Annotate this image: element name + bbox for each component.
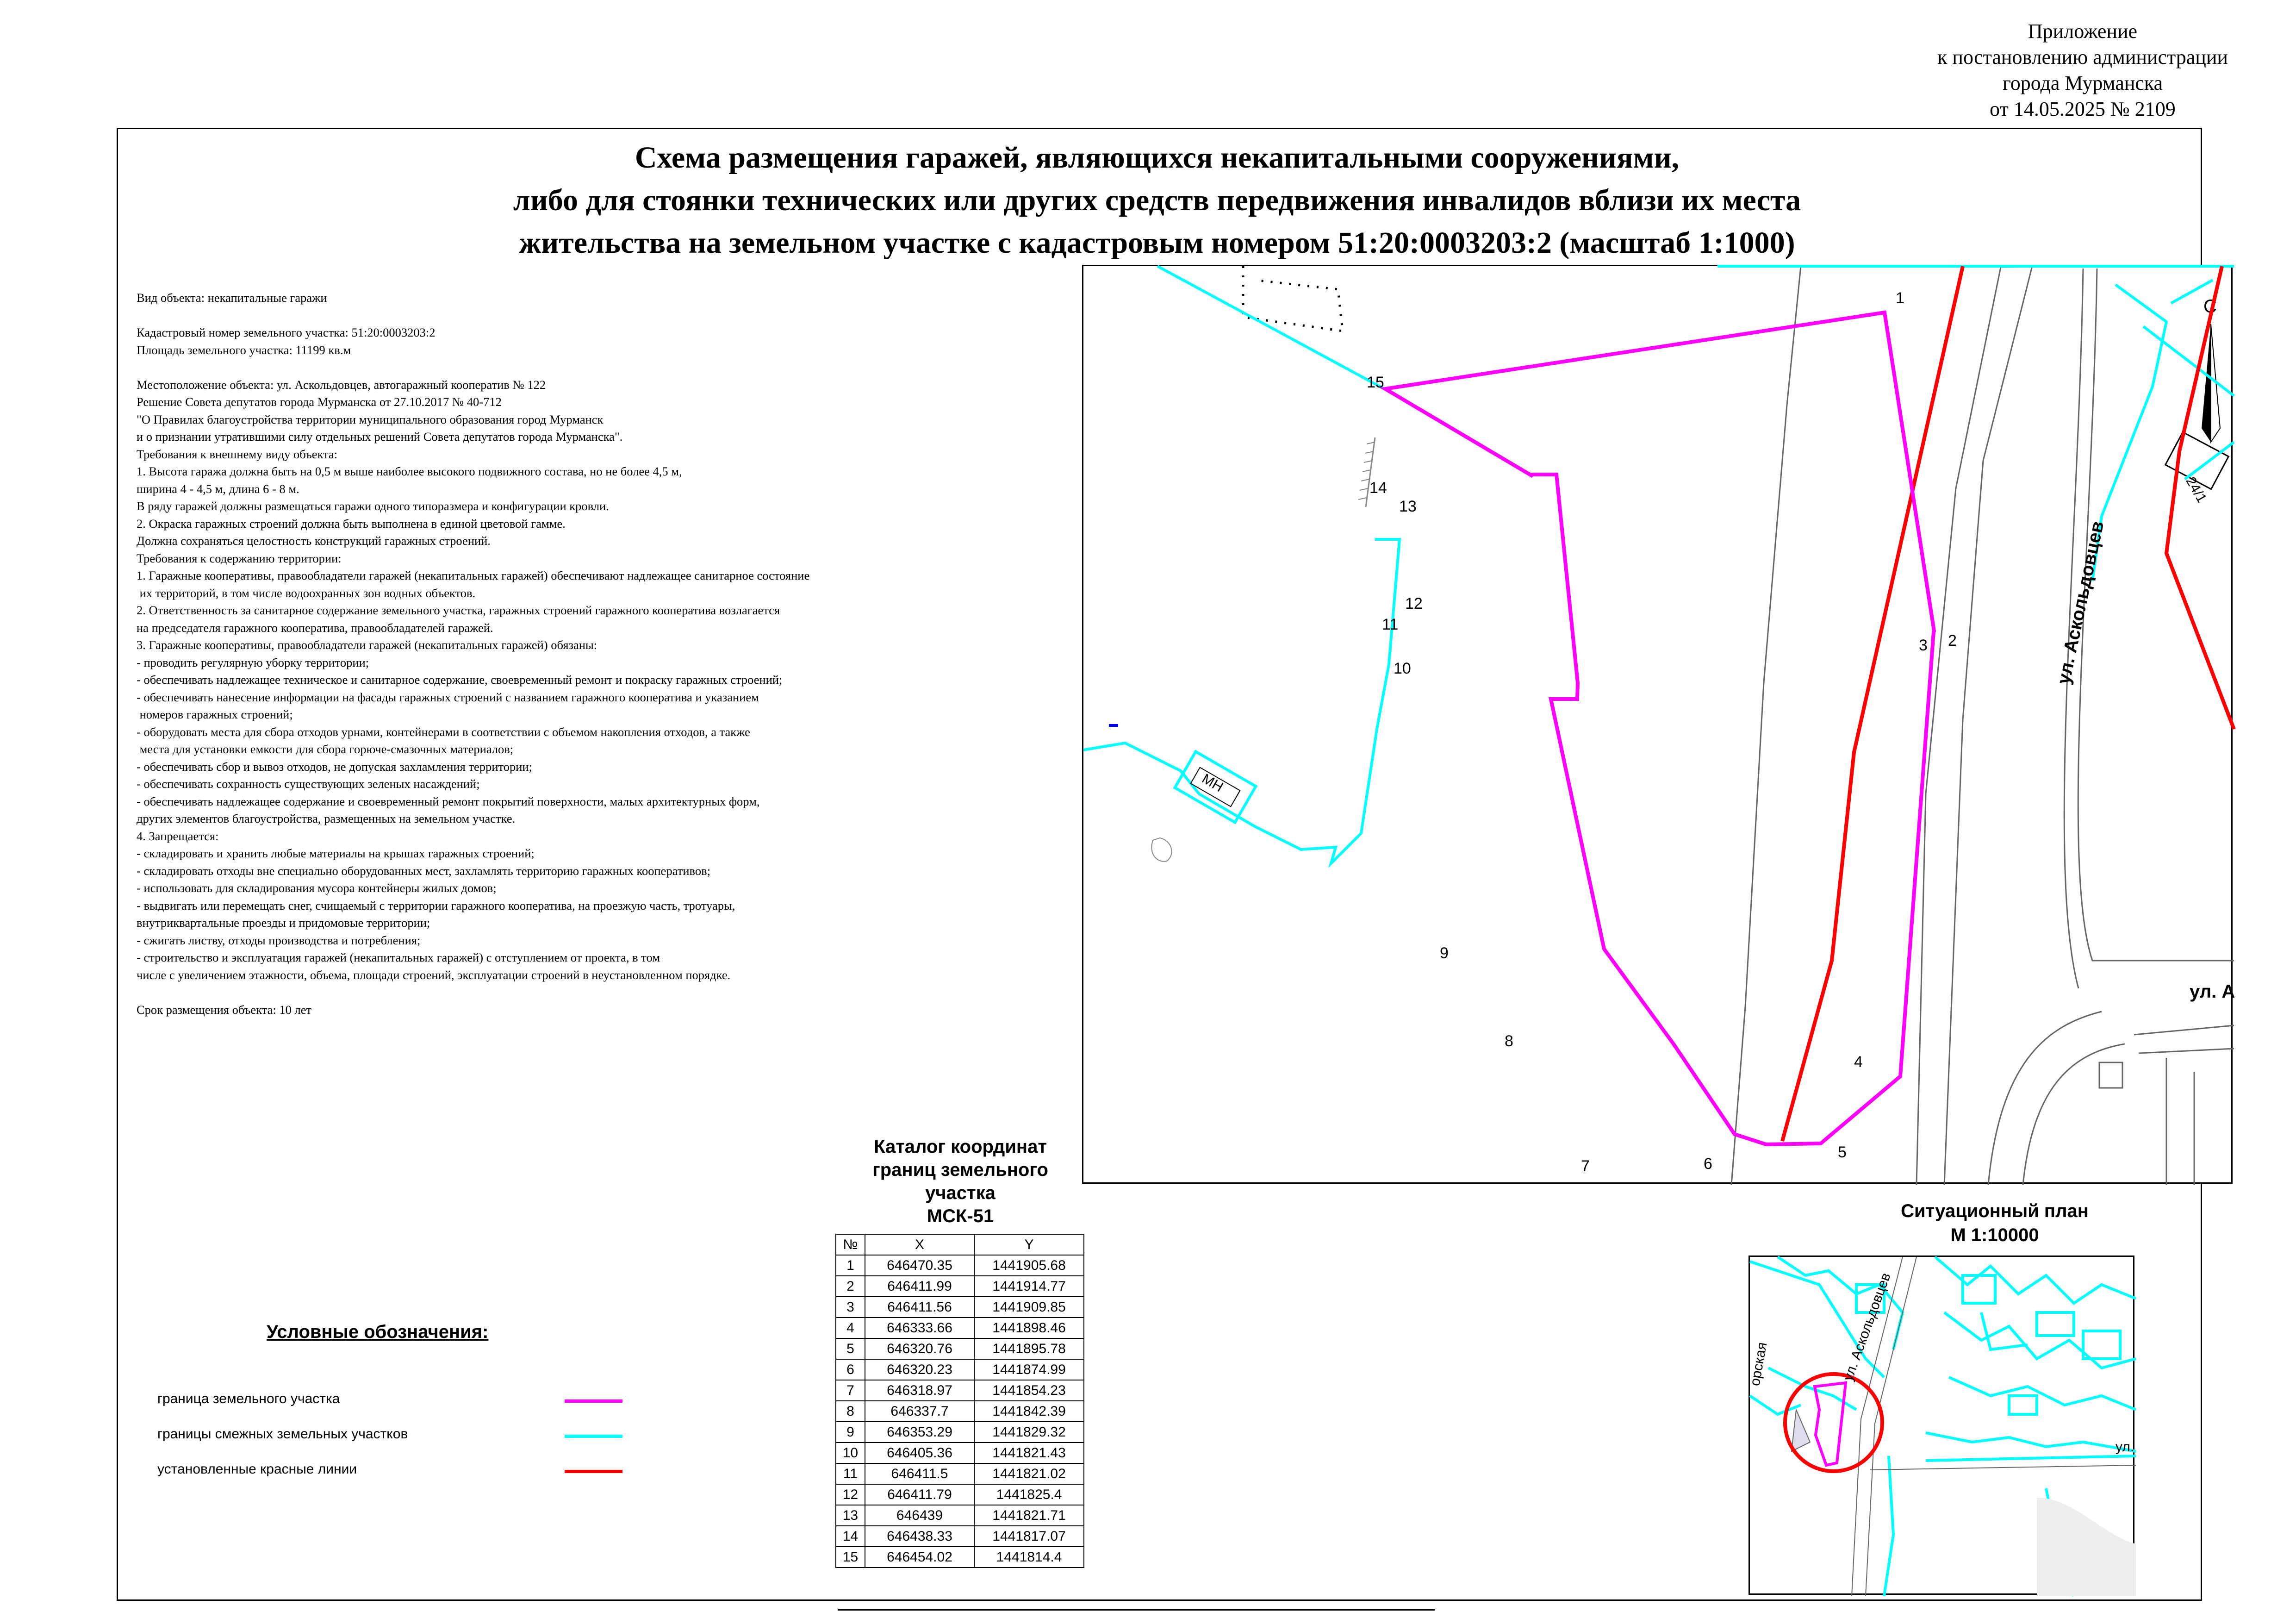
description-line: - обеспечивать нанесение информации на фасады гаражных строений с названием гаражного кооператива и указанием — [137, 690, 759, 704]
table-row — [836, 1401, 1084, 1422]
situation-street-label: орская — [1747, 1341, 1770, 1387]
table-row — [836, 1526, 1084, 1547]
legend-item — [157, 1426, 629, 1447]
y-coordinate-cell: 1441854.23 — [974, 1380, 1084, 1401]
description-line — [137, 307, 1016, 325]
situation-title-line: М 1:10000 — [1950, 1225, 2039, 1245]
point-label: 14 — [1369, 479, 1387, 497]
legend-swatch — [565, 1470, 622, 1473]
road-edge-line — [1988, 1012, 2102, 1185]
adjacent-boundary — [1083, 539, 1400, 863]
y-coordinate-cell: 1441825.4 — [974, 1484, 1084, 1505]
description-line: - использовать для складирования мусора контейнеры жилых домов; — [137, 881, 497, 895]
situation-boundary — [1981, 1312, 2028, 1349]
point-number-cell: 7 — [836, 1380, 865, 1401]
description-line: места для установки емкости для сбора горюче-смазочных материалов; — [137, 742, 514, 756]
y-coordinate-cell: 1441874.99 — [974, 1359, 1084, 1380]
description-line: - проводить регулярную уборку территории; — [137, 655, 369, 669]
description-line: их территорий, в том числе водоохранных зон водных объектов. — [137, 586, 476, 600]
situation-title-line: Ситуационный план — [1901, 1201, 2089, 1221]
situation-block — [2037, 1312, 2074, 1336]
description-line: Площадь земельного участка: 11199 кв.м — [137, 343, 351, 357]
legend-label: границы смежных земельных участков — [157, 1426, 408, 1442]
description-line: 3. Гаражные кооперативы, правообладатели гаражей (некапитальных гаражей) обязаны: — [137, 638, 597, 652]
table-row — [836, 1422, 1084, 1443]
point-label: 13 — [1399, 498, 1417, 515]
point-number-cell: 10 — [836, 1443, 865, 1463]
legend-item — [157, 1391, 629, 1412]
situation-boundary — [1935, 1257, 2136, 1303]
description-line: Вид объекта: некапитальные гаражи — [137, 291, 327, 305]
point-label: 15 — [1367, 374, 1384, 391]
point-label: 12 — [1405, 595, 1423, 612]
point-label: 10 — [1394, 660, 1411, 677]
situation-boundary — [1926, 1433, 2136, 1451]
coordinates-table — [835, 1234, 1084, 1568]
point-number-cell: 2 — [836, 1276, 865, 1297]
road-edge-line — [2139, 1049, 2234, 1053]
description-line: на председателя гаражного кооператива, правообладателей гаражей. — [137, 620, 493, 635]
description-line: 2. Ответственность за санитарное содержание земельного участка, гаражных строений гаражного кооператива возлагается — [137, 603, 780, 617]
adjacent-parcels — [1083, 266, 2234, 863]
legend-label: установленные красные линии — [157, 1462, 357, 1477]
situation-block — [2083, 1331, 2120, 1359]
point-number-cell: 4 — [836, 1318, 865, 1338]
title-line: жительства на земельном участке с кадастровым номером 51:20:0003203:2 (масштаб 1:1000) — [519, 226, 1795, 260]
appendix-line: города Мурманска — [2002, 72, 2163, 94]
point-number-cell: 15 — [836, 1547, 865, 1568]
y-coordinate-cell: 1441905.68 — [974, 1255, 1084, 1276]
description-line: числе с увеличением этажности, объема, площади строений, эксплуатации строений в неустановленном порядке. — [137, 968, 731, 982]
bottom-rule — [838, 1609, 1435, 1611]
description-line: - складировать и хранить любые материалы на крышах гаражных строений; — [137, 846, 535, 860]
description-line: номеров гаражных строений; — [137, 707, 293, 721]
object-description — [137, 289, 1016, 1018]
table-row — [836, 1318, 1084, 1338]
y-coordinate-cell: 1441821.02 — [974, 1463, 1084, 1484]
description-line: - обеспечивать сохранность существующих зеленых насаждений; — [137, 777, 480, 791]
table-row — [836, 1380, 1084, 1401]
description-line: Местоположение объекта: ул. Аскольдовцев, автогаражный кооператив № 122 — [137, 377, 546, 392]
road-edge-line — [2023, 1044, 2125, 1185]
parcel-map — [1082, 265, 2233, 1184]
situation-block — [1963, 1275, 1995, 1303]
map-marker: ▬ — [1109, 719, 1118, 729]
point-number-cell: 3 — [836, 1297, 865, 1318]
description-line: 2. Окраска гаражных строений должна быть выполнена в единой цветовой гамме. — [137, 516, 566, 531]
point-number-cell: 9 — [836, 1422, 865, 1443]
table-row — [836, 1255, 1084, 1276]
description-line: Решение Совета депутатов города Мурманска от 27.10.2017 № 40-712 — [137, 395, 502, 409]
appendix-line: от 14.05.2025 № 2109 — [1990, 98, 2176, 120]
table-row — [836, 1463, 1084, 1484]
table-row — [836, 1297, 1084, 1318]
description-line: 1. Высота гаража должна быть на 0,5 м выше наиболее высокого подвижного состава, но не более 4,5 м, — [137, 464, 682, 478]
table-header-row — [836, 1234, 1084, 1255]
point-label: 5 — [1838, 1143, 1847, 1161]
y-coordinate-cell: 1441898.46 — [974, 1318, 1084, 1338]
red-line — [1782, 266, 1963, 1141]
catalog-title-line: Каталог координат — [874, 1137, 1047, 1157]
mn-label: МН — [1199, 771, 1226, 795]
parcel-boundary — [1385, 312, 1934, 1144]
description-line: - оборудовать места для сбора отходов урнами, контейнерами в соответствии с объемом накопления отходов, а также — [137, 725, 750, 739]
y-coordinate-cell: 1441842.39 — [974, 1401, 1084, 1422]
small-structure — [2099, 1062, 2122, 1088]
situation-road — [1870, 1465, 2136, 1470]
road-edge-line — [1916, 266, 2095, 1185]
situation-street-label: ул. Аскольдовцев — [1840, 1271, 1894, 1383]
description-line: Требования к внешнему виду объекта: — [137, 447, 338, 461]
description-line: 4. Запрещается: — [137, 829, 219, 843]
x-coordinate-cell: 646411.99 — [865, 1276, 974, 1297]
y-coordinate-cell: 1441829.32 — [974, 1422, 1084, 1443]
catalog-title-line: границ земельного — [872, 1160, 1048, 1180]
x-coordinate-cell: 646411.5 — [865, 1463, 974, 1484]
point-label: 8 — [1505, 1032, 1513, 1050]
point-label: 3 — [1919, 637, 1928, 654]
appendix-header — [1921, 19, 2245, 122]
point-label: 4 — [1854, 1053, 1863, 1071]
parcel-map-svg — [1083, 266, 2234, 1185]
table-row — [836, 1338, 1084, 1359]
mn-structure — [1175, 752, 1256, 823]
y-coordinate-cell: 1441909.85 — [974, 1297, 1084, 1318]
appendix-line: Приложение — [2028, 20, 2138, 43]
x-coordinate-cell: 646411.79 — [865, 1484, 974, 1505]
description-line: других элементов благоустройства, размещенных на земельном участке. — [137, 812, 516, 825]
x-coordinate-cell: 646470.35 — [865, 1255, 974, 1276]
description-line: и о признании утратившими силу отдельных решений Совета депутатов города Мурманска". — [137, 430, 623, 443]
situation-boundary — [1949, 1377, 2136, 1410]
x-coordinate-cell: 646320.23 — [865, 1359, 974, 1380]
description-line: "О Правилах благоустройства территории муниципального образования город Мурманск — [137, 412, 604, 426]
road-edge-line — [2134, 1025, 2234, 1035]
street-label: ул. Аскольдовцев — [2053, 519, 2108, 686]
description-line: Должна сохраняться целостность конструкций гаражных строений. — [137, 534, 491, 548]
column-header: № — [836, 1234, 865, 1255]
point-label: 1 — [1896, 289, 1904, 307]
point-number-cell: 5 — [836, 1338, 865, 1359]
x-coordinate-cell: 646318.97 — [865, 1380, 974, 1401]
column-header: X — [865, 1234, 974, 1255]
description-line: - строительство и эксплуатация гаражей (некапитальных гаражей) с отступлением от проекта, в том — [137, 950, 660, 964]
point-label: 9 — [1440, 944, 1449, 962]
y-coordinate-cell: 1441821.71 — [974, 1505, 1084, 1526]
point-label: 6 — [1704, 1155, 1712, 1173]
point-number-cell: 14 — [836, 1526, 865, 1547]
y-coordinate-cell: 1441895.78 — [974, 1338, 1084, 1359]
x-coordinate-cell: 646411.56 — [865, 1297, 974, 1318]
x-coordinate-cell: 646333.66 — [865, 1318, 974, 1338]
description-line: Кадастровый номер земельного участка: 51:20:0003203:2 — [137, 325, 436, 339]
description-line — [137, 359, 1016, 376]
situation-boundary — [1884, 1456, 1893, 1596]
road-edge-line — [1944, 266, 2032, 1185]
description-line: Требования к содержанию территории: — [137, 551, 342, 565]
legend-swatch — [565, 1435, 622, 1438]
point-label: 7 — [1581, 1157, 1590, 1175]
description-line — [137, 984, 1016, 1001]
situation-block — [2009, 1396, 2037, 1414]
description-line: - складировать отходы вне специально оборудованных мест, захламлять территорию гаражных кооперативов; — [137, 863, 710, 878]
description-line: внутриквартальные проезды и придомовые территории; — [137, 916, 430, 930]
y-coordinate-cell: 1441814.4 — [974, 1547, 1084, 1568]
table-row — [836, 1276, 1084, 1297]
document-title — [278, 137, 2036, 264]
point-number-cell: 13 — [836, 1505, 865, 1526]
point-label: 2 — [1948, 632, 1957, 650]
title-line: Схема размещения гаражей, являющихся некапитальными сооружениями, — [635, 141, 1680, 175]
table-row — [836, 1547, 1084, 1568]
street-label: ул. А — [2190, 981, 2235, 1002]
description-line: 1. Гаражные кооперативы, правообладатели гаражей (некапитальных гаражей) обеспечивают надлежащее санитарное состояние — [137, 568, 810, 582]
description-line: В ряду гаражей должны размещаться гаражи одного типоразмера и конфигурации кровли. — [137, 499, 609, 513]
x-coordinate-cell: 646353.29 — [865, 1422, 974, 1443]
x-coordinate-cell: 646405.36 — [865, 1443, 974, 1463]
appendix-line: к постановлению администрации — [1937, 46, 2228, 69]
situation-roads — [1792, 1257, 2136, 1596]
description-line: - обеспечивать надлежащее техническое и санитарное содержание, своевременный ремонт и покраску гаражных строений; — [137, 673, 783, 687]
table-row — [836, 1359, 1084, 1380]
catalog-title-line: участка — [925, 1183, 996, 1203]
situation-boundary — [1926, 1456, 2136, 1461]
x-coordinate-cell: 646320.76 — [865, 1338, 974, 1359]
terrain-feature — [1151, 838, 1171, 862]
table-row — [836, 1484, 1084, 1505]
catalog-title — [824, 1135, 1097, 1228]
y-coordinate-cell: 1441821.43 — [974, 1443, 1084, 1463]
road-edge-line — [1731, 266, 1801, 1185]
legend-label: граница земельного участка — [157, 1391, 340, 1406]
column-header: Y — [974, 1234, 1084, 1255]
situation-plan-map — [1748, 1255, 2134, 1595]
north-label: С — [2203, 296, 2217, 317]
situation-plan-svg — [1747, 1257, 2136, 1596]
adjacent-boundary — [1157, 266, 1384, 389]
situation-area — [2037, 1498, 2136, 1596]
description-line: - выдвигать или перемещать снег, счищаемый с территории гаражного кооператива, на проезжую часть, тротуары, — [137, 898, 735, 912]
description-line: - обеспечивать надлежащее содержание и своевременный ремонт покрытий поверхности, малых архитектурных форм, — [137, 794, 760, 808]
legend-title: Условные обозначения: — [267, 1322, 489, 1342]
legend-swatch — [565, 1399, 622, 1403]
situation-street-label: ул. — [2116, 1439, 2134, 1455]
situation-plan-title — [1851, 1199, 2138, 1247]
x-coordinate-cell: 646438.33 — [865, 1526, 974, 1547]
catalog-title-line: МСК-51 — [927, 1206, 994, 1226]
point-number-cell: 1 — [836, 1255, 865, 1276]
situation-pond — [1792, 1410, 1810, 1451]
description-line: - сжигать листву, отходы производства и потребления; — [137, 933, 421, 947]
x-coordinate-cell: 646439 — [865, 1505, 974, 1526]
description-line: - обеспечивать сбор и вывоз отходов, не допуская захламления территории; — [137, 759, 532, 774]
description-line: Срок размещения объекта: 10 лет — [137, 1002, 312, 1017]
description-line: ширина 4 - 4,5 м, длина 6 - 8 м. — [137, 481, 299, 496]
y-coordinate-cell: 1441914.77 — [974, 1276, 1084, 1297]
point-number-cell: 6 — [836, 1359, 865, 1380]
point-label: 11 — [1382, 616, 1399, 633]
building-label: 24/1 — [2183, 474, 2210, 506]
y-coordinate-cell: 1441817.07 — [974, 1526, 1084, 1547]
table-row — [836, 1505, 1084, 1526]
table-row — [836, 1443, 1084, 1463]
title-line: либо для стоянки технических или других средств передвижения инвалидов вблизи их места — [513, 183, 1801, 217]
point-number-cell: 12 — [836, 1484, 865, 1505]
x-coordinate-cell: 646454.02 — [865, 1547, 974, 1568]
red-lines — [1782, 266, 2234, 1141]
x-coordinate-cell: 646337.7 — [865, 1401, 974, 1422]
point-number-cell: 8 — [836, 1401, 865, 1422]
point-number-cell: 11 — [836, 1463, 865, 1484]
legend-item — [157, 1462, 629, 1482]
point-labels — [1367, 289, 1957, 1175]
